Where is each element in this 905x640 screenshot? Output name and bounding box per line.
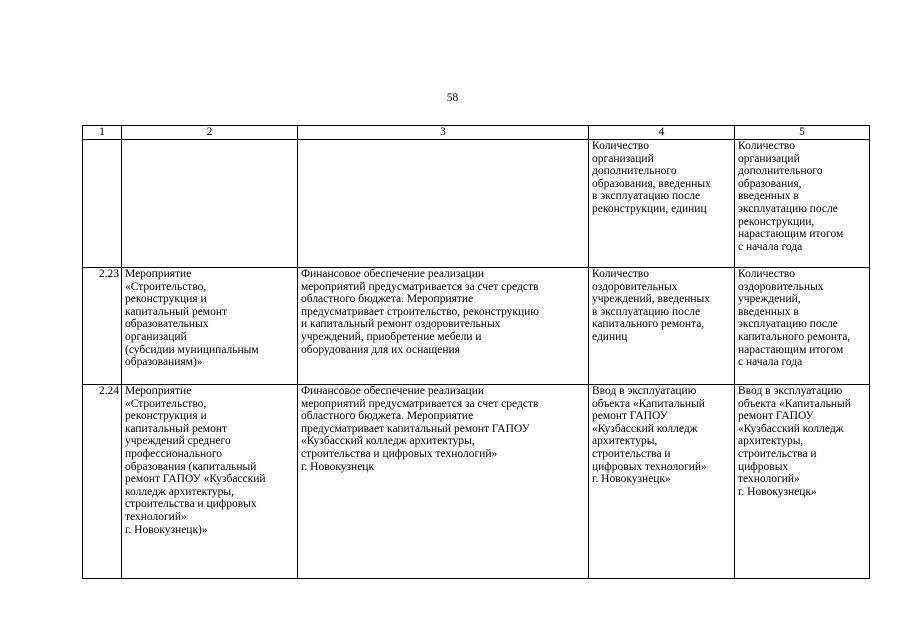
row-number-cell (83, 140, 122, 268)
table-row (83, 140, 870, 268)
row-number-cell: 2.23 (83, 268, 122, 385)
column-header-2: 2 (122, 126, 298, 140)
indicator-cell: Количество организаций дополнительного образования, введенных в эксплуатацию после реконструкции, единиц (589, 140, 735, 268)
column-header-1: 1 (83, 126, 122, 140)
row-number-cell: 2.24 (83, 385, 122, 579)
indicator-cumulative-cell: Ввод в эксплуатацию объекта «Капитальный ремонт ГАПОУ «Кузбасский колледж архитектуры, строительства и цифровых технологий» г. Новокузнецк» (735, 385, 870, 579)
indicator-cumulative-cell: Количество организаций дополнительного образования, введенных в эксплуатацию после реконструкции, нарастающим итогом с начала года (735, 140, 870, 268)
page-number: 58 (446, 92, 459, 104)
indicator-cell: Количество оздоровительных учреждений, введенных в эксплуатацию после капитального ремонта, единиц (589, 268, 735, 385)
event-name-cell: Мероприятие «Строительство, реконструкция и капитальный ремонт учреждений среднего профессионального образования (капитальный ремонт ГАПОУ «Кузбасский колледж архитектуры, строительства и цифровых технологий» г. Новокузнецк)» (122, 385, 298, 579)
event-name-cell: Мероприятие «Строительство, реконструкция и капитальный ремонт образовательных организаций (субсидии муниципальным образованиям)» (122, 268, 298, 385)
indicator-cell: Ввод в эксплуатацию объекта «Капитальный ремонт ГАПОУ «Кузбасский колледж архитектуры, строительства и цифровых технологий» г. Новокузнецк» (589, 385, 735, 579)
funding-description-cell: Финансовое обеспечение реализации мероприятий предусматривается за счет средств областного бюджета. Мероприятие предусматривает капитальный ремонт ГАПОУ «Кузбасский колледж архитектуры, строительства и цифровых технологий» г. Новокузнецк (298, 385, 589, 579)
column-header-4: 4 (589, 126, 735, 140)
column-header-5: 5 (735, 126, 870, 140)
program-events-table (82, 125, 870, 579)
table-row (83, 268, 870, 385)
event-name-cell (122, 140, 298, 268)
column-header-3: 3 (298, 126, 589, 140)
table-header-row (83, 126, 870, 140)
indicator-cumulative-cell: Количество оздоровительных учреждений, введенных в эксплуатацию после капитального ремонта, нарастающим итогом с начала года (735, 268, 870, 385)
table-row (83, 385, 870, 579)
funding-description-cell (298, 140, 589, 268)
funding-description-cell: Финансовое обеспечение реализации мероприятий предусматривается за счет средств областного бюджета. Мероприятие предусматривает строительство, реконструкцию и капитальный ремонт оздоровительных учреждений, приобретение мебели и оборудования для их оснащения (298, 268, 589, 385)
